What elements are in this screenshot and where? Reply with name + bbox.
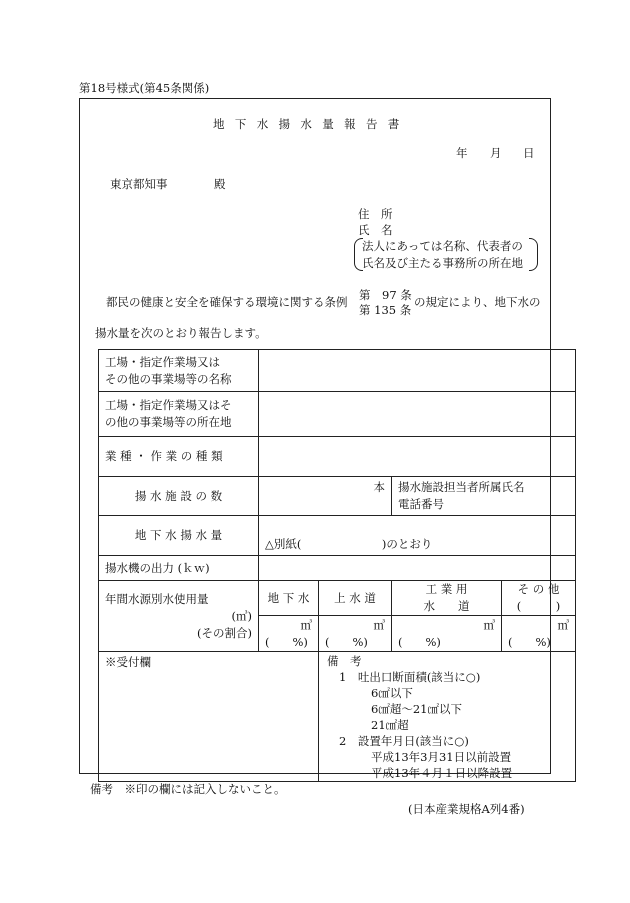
preamble-line2: 揚水量を次のとおり報告します。 [95, 326, 267, 340]
business-type-field[interactable] [259, 437, 576, 477]
separate-sheet-text: △別紙( )のとおり [265, 537, 433, 551]
preamble-article-1: 第 97 条 [359, 288, 412, 302]
date-day-label: 日 [523, 146, 535, 160]
business-type-label: 業 種 ・ 作 業 の 種 類 [99, 437, 259, 477]
source-groundwater-header: 地 下 水 [259, 581, 319, 616]
remarks-box [319, 652, 576, 782]
pump-count-unit: 本 [373, 480, 385, 494]
footer-note: 備考 ※印の欄には記入しないこと。 [90, 782, 286, 796]
pumping-volume-label: 地 下 水 揚 水 量 [99, 516, 259, 556]
paper-size-note: (日本産業規格A列4番) [408, 802, 525, 816]
right-bracket [529, 238, 538, 271]
form-number: 第18号様式(第45条関係) [79, 81, 210, 95]
addressee: 東京都知事 [110, 177, 168, 191]
industrial-volume-field[interactable]: ㎥ ( %) [392, 616, 502, 652]
facility-location-label: 工場・指定作業場又はそ の他の事業場等の所在地 [99, 392, 259, 437]
addressee-honorific: 殿 [214, 177, 226, 191]
annual-use-unit: (㎥) [231, 608, 252, 623]
remarks-item1-opt2: 6㎠超～21㎠以下 [371, 702, 462, 716]
contact-person-field[interactable] [392, 477, 576, 516]
phone-label: 電話番号 [398, 497, 444, 511]
remarks-item1-opt1: 6㎠以下 [371, 686, 413, 700]
remarks-item2: 2 設置年月日(該当に○) [339, 734, 469, 748]
preamble-suffix: の規定により、地下水の [414, 295, 541, 309]
date-year-label: 年 [456, 146, 468, 160]
remarks-item1: 1 吐出口断面積(該当に○) [339, 670, 481, 684]
pumping-volume-field[interactable] [259, 516, 576, 556]
remarks-item2-opt2: 平成13年４月１日以降設置 [371, 766, 513, 780]
source-industrial-header: 工 業 用 水 道 [392, 581, 502, 616]
other-volume-field[interactable]: ㎥ ( %) [502, 616, 576, 652]
date-month-label: 月 [490, 146, 502, 160]
facility-name-label: 工場・指定作業場又は その他の事業場等の名称 [99, 350, 259, 392]
pump-count-label: 揚 水 施 設 の 数 [99, 477, 259, 516]
facility-name-field[interactable] [259, 350, 576, 392]
annual-use-ratio: (その割合) [197, 625, 252, 640]
pump-count-field[interactable] [259, 477, 392, 516]
pump-output-label: 揚水機の出力 (ｋｗ) [99, 556, 259, 581]
facility-location-field[interactable] [259, 392, 576, 437]
contact-person-label: 揚水施設担当者所属氏名 [398, 480, 525, 494]
remarks-label: 備 考 [327, 654, 362, 668]
pump-output-field[interactable] [259, 556, 576, 581]
preamble-ordinance: 都民の健康と安全を確保する環境に関する条例 [106, 295, 348, 309]
waterworks-volume-field[interactable]: ㎥ ( %) [319, 616, 392, 652]
corporate-note-line1: 法人にあっては名称、代表者の [362, 239, 523, 253]
report-table [98, 349, 576, 782]
address-label: 住 所 [358, 207, 393, 221]
groundwater-volume-field[interactable]: ㎥ ( %) [259, 616, 319, 652]
annual-use-label-cell [99, 581, 259, 652]
source-other-header: そ の 他 ( ) [502, 581, 576, 616]
name-label: 氏 名 [358, 223, 393, 237]
preamble-article-2: 第 135 条 [359, 303, 412, 317]
source-waterworks-header: 上 水 道 [319, 581, 392, 616]
remarks-item1-opt3: 21㎠超 [371, 718, 409, 732]
remarks-item2-opt1: 平成13年3月31日以前設置 [371, 750, 512, 764]
document-title: 地下水揚水量報告書 [213, 117, 410, 131]
reception-field[interactable] [99, 652, 319, 782]
annual-use-label: 年間水源別水使用量 [105, 591, 209, 606]
corporate-note-line2: 氏名及び主たる事務所の所在地 [362, 256, 523, 270]
reception-label: ※受付欄 [105, 655, 151, 669]
